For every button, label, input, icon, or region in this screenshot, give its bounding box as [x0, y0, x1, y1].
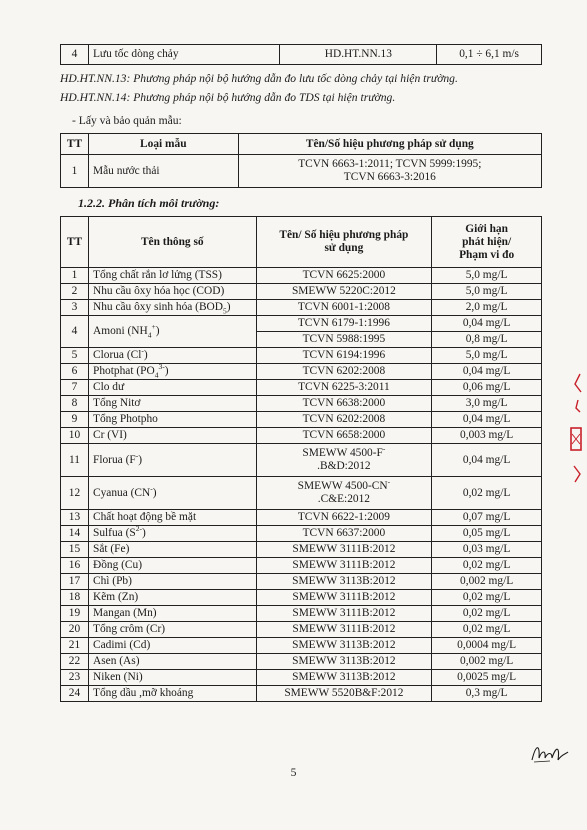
cell-detection-limit: 0,02 mg/L: [432, 622, 542, 638]
method-text: SMEWW 3113B:2012: [292, 639, 396, 651]
method-line-2: .B&D:2012: [317, 460, 371, 472]
cell-detection-limit: 0,0004 mg/L: [432, 638, 542, 654]
cell-range: 0,1 ÷ 6,1 m/s: [437, 45, 542, 65]
method-line-1: [261, 413, 428, 426]
method-text: TCVN 6001-1:2008: [297, 301, 390, 313]
cell-detection-limit: 0,3 mg/L: [432, 686, 542, 702]
cell-tt: 24: [61, 686, 89, 702]
header-method: Tên/Số hiệu phương pháp sử dụng: [238, 134, 541, 155]
sampling-method-table: [60, 133, 542, 188]
cell-detection-limit: 0,002 mg/L: [432, 574, 542, 590]
parameter-name-text: Asen (As): [92, 655, 140, 667]
table-row: [61, 444, 542, 477]
cell-parameter-name: [88, 300, 256, 316]
cell-parameter-name: [88, 444, 256, 477]
cell-method: [256, 316, 432, 332]
header-limit-line-3: Phạm vi đo: [459, 248, 515, 261]
cell-tt: 4: [61, 316, 89, 348]
cell-method: [256, 542, 432, 558]
cell-detection-limit: 5,0 mg/L: [432, 284, 542, 300]
cell-parameter-name: [88, 638, 256, 654]
parameter-superscript: +: [151, 322, 156, 332]
method-text: SMEWW 3111B:2012: [292, 591, 396, 603]
parameter-superscript: 2-: [135, 524, 142, 534]
parameter-name-text: Clorua (Cl: [92, 349, 142, 361]
cell-detection-limit: 0,06 mg/L: [432, 380, 542, 396]
method-text: SMEWW 5220C:2012: [291, 285, 396, 297]
parameter-name-suffix: ): [152, 486, 157, 499]
cell-parameter-name: [88, 526, 256, 542]
param-table-body: [61, 268, 542, 702]
param-table-header-row: [61, 217, 542, 268]
table-row: [61, 670, 542, 686]
cell-tt: 5: [61, 348, 89, 364]
method-line-1: [261, 365, 428, 378]
table-row: [61, 380, 542, 396]
cell-parameter-name: [88, 396, 256, 412]
method-text: SMEWW 3113B:2012: [292, 655, 396, 667]
sample-table-header-row: [61, 134, 542, 155]
parameter-superscript: 3-: [158, 362, 165, 372]
parameter-name-text: Tổng dầu ,mỡ khoáng: [92, 687, 194, 699]
parameter-name-text: Chất hoạt động bề mặt: [92, 511, 197, 523]
cell-tt: 22: [61, 654, 89, 670]
cell-parameter-name: Lưu tốc dòng chảy: [88, 45, 280, 65]
cell-tt: 14: [61, 526, 89, 542]
cell-method: [256, 670, 432, 686]
cell-method: [256, 510, 432, 526]
method-line-1: [261, 527, 428, 540]
cell-method: [256, 654, 432, 670]
top-table-body: [61, 45, 542, 65]
cell-tt: 7: [61, 380, 89, 396]
method-line-1: [261, 317, 428, 330]
method-line-1: [261, 559, 428, 572]
method-line-1: [261, 511, 428, 524]
parameter-name-text: Tổng Nitơ: [92, 397, 141, 409]
cell-parameter-name: [88, 412, 256, 428]
table-row: [61, 316, 542, 332]
section-title: 1.2.2. Phân tích môi trường:: [78, 196, 220, 210]
method-text: TCVN 6658:2000: [302, 429, 386, 441]
cell-detection-limit: 0,05 mg/L: [432, 526, 542, 542]
cell-tt: 10: [61, 428, 89, 444]
cell-method: [256, 590, 432, 606]
header-method-line-2: sử dụng: [324, 242, 364, 254]
cell-tt: 20: [61, 622, 89, 638]
cell-parameter-name: [88, 477, 256, 510]
parameter-name-text: Tổng chất rắn lơ lửng (TSS): [92, 269, 222, 281]
cell-method: [256, 300, 432, 316]
parameter-superscript: -: [150, 483, 153, 493]
signature-mark: [530, 740, 570, 766]
cell-method: [256, 558, 432, 574]
parameter-name-text: Clo dư: [92, 381, 125, 393]
parameter-superscript: -: [141, 346, 144, 356]
table-row: [61, 396, 542, 412]
parameter-subscript: 4: [154, 370, 159, 380]
parameter-name-text: Amoni (NH: [92, 325, 148, 337]
cell-parameter-name: [88, 670, 256, 686]
method-text: TCVN 6179-1:1996: [297, 317, 390, 329]
cell-detection-limit: 0,07 mg/L: [432, 510, 542, 526]
cell-parameter-name: [88, 428, 256, 444]
method-line-1: [261, 671, 428, 684]
table-row: [61, 412, 542, 428]
method-text: SMEWW 3113B:2012: [292, 575, 396, 587]
method-line-1: [261, 575, 428, 588]
cell-method: [256, 268, 432, 284]
cell-method: [256, 396, 432, 412]
method-note-2: HD.HT.NN.14: Phương pháp nội bộ hướng dẫn đo TDS tại hiện trường.: [60, 91, 396, 104]
cell-method: [256, 444, 432, 477]
sampling-intro: - Lấy và bảo quản mẫu:: [72, 114, 182, 127]
cell-tt: 15: [61, 542, 89, 558]
cell-tt: 2: [61, 284, 89, 300]
parameter-name-text: Tổng Photpho: [92, 413, 158, 425]
parameter-name-text: Sắt (Fe): [92, 543, 130, 555]
cell-parameter-name: [88, 558, 256, 574]
method-line-1: [261, 381, 428, 394]
cell-detection-limit: 0,8 mg/L: [432, 332, 542, 348]
method-line-2: TCVN 6663-3:2016: [343, 171, 436, 183]
table-row: [61, 638, 542, 654]
cell-parameter-name: [88, 316, 256, 348]
continued-field-parameter-table: [60, 44, 542, 65]
cell-parameter-name: [88, 654, 256, 670]
method-line-1: [261, 444, 428, 460]
header-method: [256, 217, 432, 268]
table-row: [61, 510, 542, 526]
parameter-name-text: Cr (VI): [92, 429, 127, 441]
method-line-1: [261, 543, 428, 556]
table-row: [61, 364, 542, 380]
method-line-1: [261, 285, 428, 298]
parameter-name-text: Kẽm (Zn): [92, 591, 139, 603]
method-line-1: [261, 397, 428, 410]
method-text: TCVN 6637:2000: [302, 527, 386, 539]
cell-parameter-name: [88, 364, 256, 380]
red-stamp-mark: [566, 370, 584, 490]
table-row: [61, 622, 542, 638]
method-line-1: [261, 269, 428, 282]
method-text: TCVN 6194:1996: [302, 349, 386, 361]
parameter-name-text: Nhu cầu ôxy sinh hóa (BOD: [92, 301, 224, 313]
cell-tt: 1: [61, 155, 89, 188]
cell-detection-limit: 0,04 mg/L: [432, 444, 542, 477]
method-line-1: [261, 607, 428, 620]
header-detection-limit: [432, 217, 542, 268]
cell-detection-limit: 0,0025 mg/L: [432, 670, 542, 686]
method-text: TCVN 6625:2000: [302, 269, 386, 281]
method-line-1: [261, 591, 428, 604]
table-row: [61, 558, 542, 574]
method-text: SMEWW 3111B:2012: [292, 607, 396, 619]
cell-tt: 23: [61, 670, 89, 686]
method-line-2: .C&E:2012: [317, 493, 370, 505]
parameter-name-suffix: ): [138, 453, 142, 466]
cell-method: [256, 380, 432, 396]
method-line-1: TCVN 6663-1:2011; TCVN 5999:1995;: [298, 158, 482, 170]
method-line-1: [261, 349, 428, 362]
cell-method: [238, 155, 541, 188]
method-text: SMEWW 3111B:2012: [292, 559, 396, 571]
cell-tt: 16: [61, 558, 89, 574]
cell-method: [256, 428, 432, 444]
page-number: 5: [290, 766, 297, 779]
table-row: [61, 654, 542, 670]
method-superscript: -: [382, 444, 386, 454]
method-text: TCVN 6638:2000: [302, 397, 386, 409]
cell-detection-limit: 0,04 mg/L: [432, 412, 542, 428]
header-limit-line-2: phát hiện/: [462, 235, 512, 248]
cell-tt: 6: [61, 364, 89, 380]
table-row: [61, 284, 542, 300]
method-text: SMEWW 3111B:2012: [292, 543, 396, 555]
parameter-superscript: -: [135, 450, 139, 460]
parameter-name-text: Cyanua (CN: [92, 486, 151, 499]
table-row: [61, 45, 542, 65]
parameter-name-text: Mangan (Mn): [92, 607, 157, 619]
cell-detection-limit: 2,0 mg/L: [432, 300, 542, 316]
cell-detection-limit: 0,03 mg/L: [432, 542, 542, 558]
cell-tt: 21: [61, 638, 89, 654]
cell-detection-limit: 5,0 mg/L: [432, 268, 542, 284]
cell-tt: 8: [61, 396, 89, 412]
cell-method: [256, 364, 432, 380]
table-row: [61, 477, 542, 510]
cell-method: [256, 622, 432, 638]
cell-tt: 3: [61, 300, 89, 316]
cell-method: TCVN 5988:1995: [256, 332, 432, 348]
method-superscript: -: [387, 477, 391, 487]
parameter-name-text: Florua (F: [92, 453, 136, 466]
cell-parameter-name: [88, 686, 256, 702]
cell-detection-limit: 5,0 mg/L: [432, 348, 542, 364]
parameter-name-suffix: ): [155, 325, 160, 337]
method-line-1: [261, 655, 428, 668]
cell-tt: 4: [61, 45, 89, 65]
parameter-name-text: Niken (Ni): [92, 671, 143, 683]
cell-parameter-name: [88, 606, 256, 622]
method-line-1: [261, 477, 428, 493]
header-tt: TT: [61, 217, 89, 268]
parameter-name-text: Cadimi (Cd): [92, 639, 151, 651]
cell-detection-limit: 3,0 mg/L: [432, 396, 542, 412]
parameter-subscript: 4: [147, 330, 152, 340]
cell-parameter-name: [88, 380, 256, 396]
cell-parameter-name: [88, 284, 256, 300]
cell-tt: 13: [61, 510, 89, 526]
header-limit-line-1: Giới hạn: [465, 222, 508, 235]
cell-detection-limit: 0,02 mg/L: [432, 558, 542, 574]
cell-method: [256, 638, 432, 654]
method-text: TCVN 6225-3:2011: [298, 381, 390, 393]
method-text: TCVN 6202:2008: [302, 413, 386, 425]
cell-method: [256, 526, 432, 542]
cell-method: [256, 477, 432, 510]
cell-parameter-name: [88, 542, 256, 558]
parameter-name-suffix: ): [164, 365, 169, 377]
header-tt: TT: [61, 134, 89, 155]
parameter-name-text: Tổng crôm (Cr): [92, 623, 166, 635]
method-line-1: [261, 623, 428, 636]
table-row: [61, 542, 542, 558]
cell-method: [256, 412, 432, 428]
cell-detection-limit: 0,02 mg/L: [432, 606, 542, 622]
method-text: SMEWW 3111B:2012: [292, 623, 396, 635]
cell-parameter-name: [88, 268, 256, 284]
table-row: [61, 526, 542, 542]
parameter-name-suffix: ): [143, 349, 148, 361]
parameter-name-suffix: ): [226, 301, 231, 313]
cell-sample-type: Mẫu nước thải: [88, 155, 238, 188]
parameter-name-text: Chì (Pb): [92, 575, 132, 587]
cell-parameter-name: [88, 622, 256, 638]
table-row: [61, 428, 542, 444]
method-line-1: [261, 429, 428, 442]
method-text: SMEWW 4500-F: [302, 447, 383, 459]
cell-method: [256, 284, 432, 300]
cell-tt: 11: [61, 444, 89, 477]
cell-tt: 17: [61, 574, 89, 590]
table-row: [61, 348, 542, 364]
method-line-1: [261, 687, 428, 700]
parameter-name-text: Nhu cầu ôxy hóa học (COD): [92, 285, 225, 297]
cell-parameter-name: [88, 574, 256, 590]
table-row: [61, 300, 542, 316]
cell-detection-limit: 0,002 mg/L: [432, 654, 542, 670]
table-row: [61, 606, 542, 622]
table-row: [61, 686, 542, 702]
header-method-line-1: Tên/ Số hiệu phương pháp: [279, 229, 409, 241]
parameter-name-text: Sulfua (S: [92, 527, 136, 539]
method-note-1: HD.HT.NN.13: Phương pháp nội bộ hướng dẫn đo lưu tốc dòng chảy tại hiện trường.: [60, 72, 458, 85]
cell-tt: 1: [61, 268, 89, 284]
header-sample-type: Loại mẫu: [88, 134, 238, 155]
table-row: [61, 590, 542, 606]
cell-detection-limit: 0,02 mg/L: [432, 477, 542, 510]
table-row: [61, 155, 542, 188]
method-text: SMEWW 3113B:2012: [292, 671, 396, 683]
cell-detection-limit: 0,003 mg/L: [432, 428, 542, 444]
cell-method: [256, 686, 432, 702]
cell-detection-limit: 0,04 mg/L: [432, 316, 542, 332]
cell-method: [256, 606, 432, 622]
cell-method: HD.HT.NN.13: [280, 45, 437, 65]
parameter-name-text: Photphat (PO: [92, 365, 155, 377]
table-row: [61, 574, 542, 590]
method-text: TCVN 6202:2008: [302, 365, 386, 377]
cell-tt: 18: [61, 590, 89, 606]
method-text: SMEWW 4500-CN: [297, 480, 388, 492]
cell-tt: 9: [61, 412, 89, 428]
cell-detection-limit: 0,02 mg/L: [432, 590, 542, 606]
header-parameter-name: Tên thông số: [88, 217, 256, 268]
cell-detection-limit: 0,04 mg/L: [432, 364, 542, 380]
cell-parameter-name: [88, 510, 256, 526]
method-text: TCVN 6622-1:2009: [297, 511, 390, 523]
cell-tt: 19: [61, 606, 89, 622]
method-line-1: [261, 639, 428, 652]
cell-tt: 12: [61, 477, 89, 510]
table-row: [61, 268, 542, 284]
method-text: SMEWW 5520B&F:2012: [284, 687, 404, 699]
analysis-parameter-table: [60, 216, 542, 702]
parameter-subscript: 5: [223, 306, 227, 316]
cell-parameter-name: [88, 348, 256, 364]
method-line-1: [261, 301, 428, 314]
parameter-name-suffix: ): [141, 527, 146, 539]
cell-method: [256, 348, 432, 364]
parameter-name-text: Đồng (Cu): [92, 559, 143, 571]
cell-parameter-name: [88, 590, 256, 606]
cell-method: [256, 574, 432, 590]
